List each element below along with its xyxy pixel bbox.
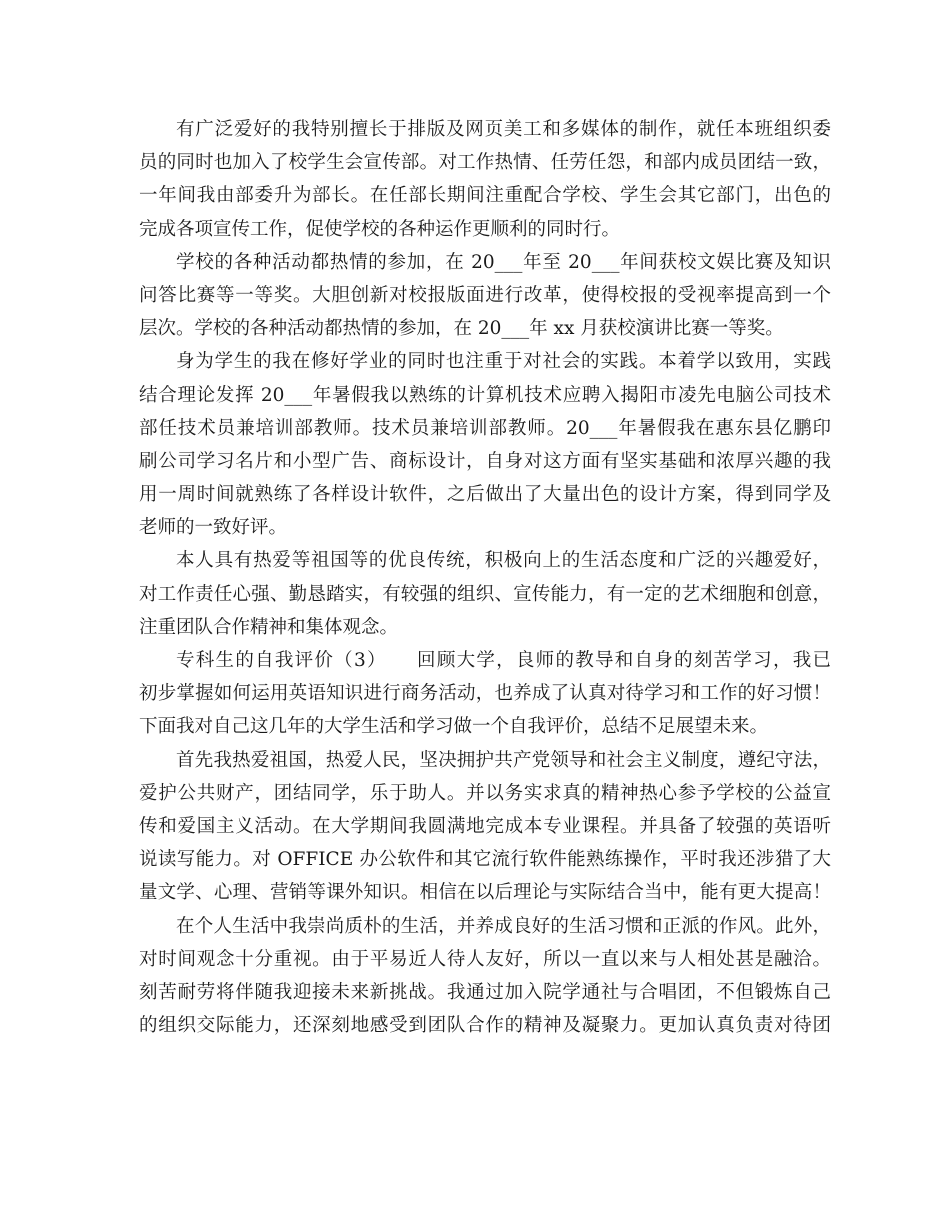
paragraph-line: 完成各项宣传工作，促使学校的各种运作更顺利的同时行。 xyxy=(139,218,621,240)
paragraph-line: 用一周时间就熟练了各样设计软件，之后做出了大量出色的设计方案，得到同学及 xyxy=(139,484,831,506)
paragraph-line: 爱护公共财产，团结同学，乐于助人。并以务实求真的精神热心参予学校的公益宣 xyxy=(139,782,831,804)
paragraph-line: 说读写能力。对 OFFICE 办公软件和其它流行软件能熟练操作，平时我还涉猎了大 xyxy=(139,849,831,871)
paragraph-line: 刷公司学习名片和小型广告、商标设计，自身对这方面有坚实基础和浓厚兴趣的我 xyxy=(139,450,831,472)
paragraph-line: 结合理论发挥 20___年暑假我以熟练的计算机技术应聘入揭阳市凌先电脑公司技术 xyxy=(139,384,831,406)
paragraph-line: 刻苦耐劳将伴随我迎接未来新挑战。我通过加入院学通社与合唱团，不但锻炼自己 xyxy=(139,981,831,1003)
paragraph-line: 老师的一致好评。 xyxy=(139,517,288,539)
paragraph-first-line: 专科生的自我评价（3） 回顾大学，良师的教导和自身的刻苦学习，我已 xyxy=(176,650,831,671)
paragraph-line: 注重团队合作精神和集体观念。 xyxy=(139,616,399,638)
paragraph-first-line: 有广泛爱好的我特别擅长于排版及网页美工和多媒体的制作，就任本班组织委 xyxy=(176,119,831,140)
paragraph-first-line: 身为学生的我在修好学业的同时也注重于对社会的实践。本着学以致用，实践 xyxy=(176,351,831,373)
paragraph-line: 员的同时也加入了校学生会宣传部。对工作热情、任劳任怨，和部内成员团结一致， xyxy=(139,152,831,174)
paragraph-first-line: 学校的各种活动都热情的参加，在 20___年至 20___年间获校文娱比赛及知识 xyxy=(176,251,831,273)
paragraph-line: 的组织交际能力，还深刻地感受到团队合作的精神及凝聚力。更加认真负责对待团 xyxy=(139,1015,831,1037)
paragraph-line: 初步掌握如何运用英语知识进行商务活动，也养成了认真对待学习和工作的好习惯！ xyxy=(139,683,831,705)
paragraph-line: 对工作责任心强、勤恳踏实，有较强的组织、宣传能力，有一定的艺术细胞和创意， xyxy=(139,583,831,605)
paragraph-line: 问答比赛等一等奖。大胆创新对校报版面进行改革，使得校报的受视率提高到一个 xyxy=(139,284,831,306)
paragraph-first-line: 在个人生活中我崇尚质朴的生活，并养成良好的生活习惯和正派的作风。此外， xyxy=(176,915,831,937)
paragraph-line: 一年间我由部委升为部长。在任部长期间注重配合学校、学生会其它部门，出色的 xyxy=(139,185,831,207)
paragraph-line: 层次。学校的各种活动都热情的参加，在 20___年 xx 月获校演讲比赛一等奖。 xyxy=(139,318,784,340)
paragraph-line: 传和爱国主义活动。在大学期间我圆满地完成本专业课程。并具备了较强的英语听 xyxy=(139,815,831,837)
paragraph-line: 对时间观念十分重视。由于平易近人待人友好，所以一直以来与人相处甚是融洽。 xyxy=(139,948,831,970)
paragraph-line: 部任技术员兼培训部教师。技术员兼培训部教师。20___年暑假我在惠东县亿鹏印 xyxy=(139,417,831,439)
paragraph-line: 量文学、心理、营销等课外知识。相信在以后理论与实际结合当中，能有更大提高！ xyxy=(139,882,831,904)
document-body xyxy=(139,113,831,1042)
paragraph-first-line: 首先我热爱祖国，热爱人民，坚决拥护共产党领导和社会主义制度，遵纪守法， xyxy=(176,749,831,771)
paragraph-first-line: 本人具有热爱等祖国等的优良传统，积极向上的生活态度和广泛的兴趣爱好， xyxy=(176,550,831,572)
paragraph-line: 下面我对自己这几年的大学生活和学习做一个自我评价，总结不足展望未来。 xyxy=(139,716,769,738)
